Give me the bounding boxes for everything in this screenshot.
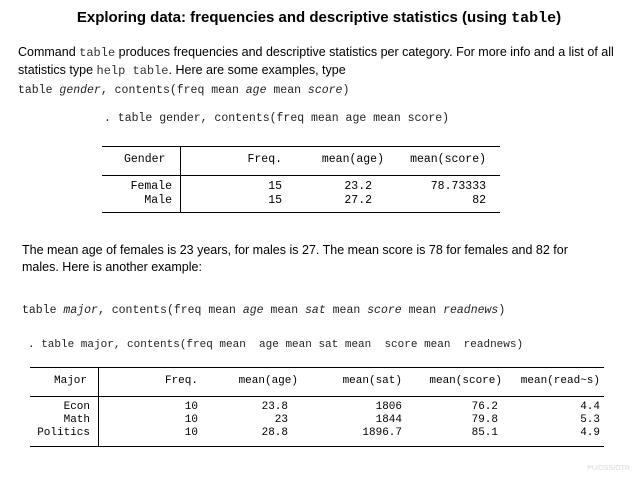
table-cell: 23 [274,414,288,426]
table-row: Male [144,194,172,207]
table-cell: 15 [268,194,282,207]
page-title: Exploring data: frequencies and descriptive statistics (using table) [76,9,562,27]
table-cell: 4.4 [580,401,600,413]
example-command-1: table gender, contents(freq mean age mean score) [18,84,350,97]
table-2-header-mean-score: mean(score) [429,375,502,387]
explanation-paragraph: The mean age of females is 23 years, for males is 27. The mean score is 78 for females and 82 for males. Here is another example: [22,243,568,274]
table-cell: 10 [184,427,198,439]
table-1-header-gender: Gender [124,153,166,166]
intro-paragraph: Command table produces frequencies and descriptive statistics per category. For more info and a list of all statistics type help table. Here are some examples, type [18,45,614,78]
table-cell: 23.2 [344,180,372,193]
table-cell: 23.8 [261,401,288,413]
table-cell: 76.2 [471,401,498,413]
table-cell: 4.9 [580,427,600,439]
table-cell: 27.2 [344,194,372,207]
intro-code-help: help table [96,64,169,78]
table-cell: 15 [268,180,282,193]
table-2-header-mean-sat: mean(sat) [342,375,402,387]
table-row: Math [63,414,90,426]
table-cell: 85.1 [471,427,498,439]
table-row: Econ [63,401,90,413]
output-2-command: . table major, contents(freq mean age mean sat mean score mean readnews) [28,339,524,351]
table-2-header-freq: Freq. [164,375,198,387]
table-cell: 28.8 [261,427,288,439]
table-cell: 5.3 [580,414,600,426]
output-1-command: . table gender, contents(freq mean age mean score) [104,112,450,125]
table-1-header-freq: Freq. [247,153,282,166]
table-cell: 10 [184,401,198,413]
table-2-header-major: Major [54,375,88,387]
table-row: Female [130,180,172,193]
table-cell: 1896.7 [362,427,402,439]
table-1-header-mean-score: mean(score) [410,153,486,166]
table-cell: 1806 [375,401,402,413]
table-2-header-mean-readnews: mean(read~s) [520,375,600,387]
table-2-header-mean-age: mean(age) [238,375,298,387]
table-cell: 82 [472,194,486,207]
example-command-2: table major, contents(freq mean age mean sat mean score mean readnews) [22,304,506,317]
table-row: Politics [37,427,90,439]
table-cell: 1844 [375,414,402,426]
intro-code-table: table [79,46,116,60]
table-1-header-mean-age: mean(age) [321,153,384,166]
watermark: PU/DSS/OTR [587,465,630,472]
title-code: table [511,10,557,27]
table-cell: 79.8 [471,414,498,426]
table-cell: 10 [184,414,198,426]
table-cell: 78.73333 [430,180,486,193]
